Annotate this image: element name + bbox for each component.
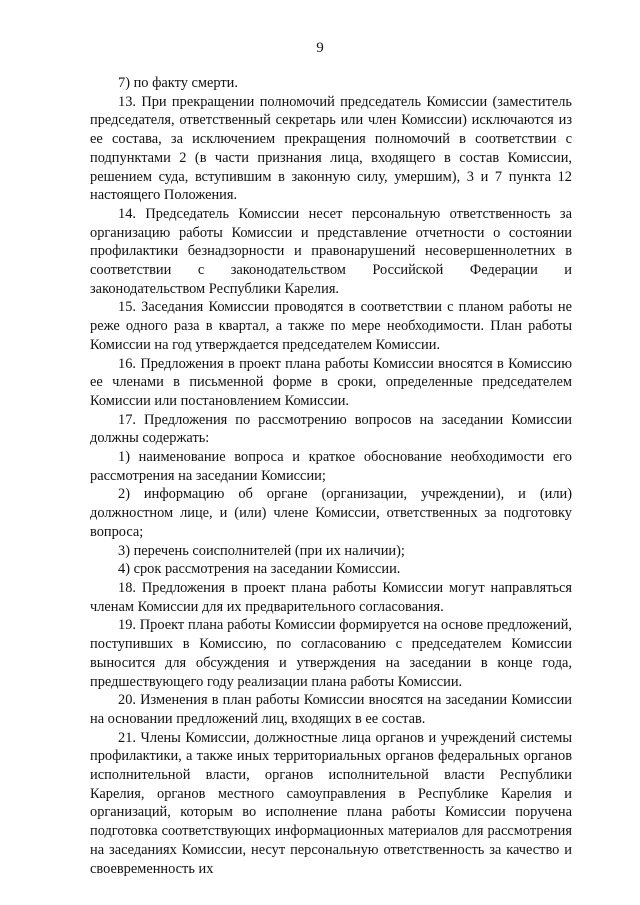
- page-number: 9: [316, 40, 324, 56]
- paragraph-item-7: 7) по факту смерти.: [118, 75, 238, 91]
- paragraph-20: 20. Изменения в план работы Комиссии вносятся на заседании Комиссии на основании предложений лиц, входящих в ее состав.: [90, 692, 572, 727]
- document-body: [90, 74, 572, 878]
- paragraph-18: 18. Предложения в проект плана работы Комиссии могут направляться членам Комиссии для их предварительного согласования.: [90, 579, 572, 615]
- paragraph-21: 21. Члены Комиссии, должностные лица органов и учреждений системы профилактики, а также иных территориальных органов федеральных органов исполнительной власти, органов исполнительной власти Республики Карелия, органов местного самоуправления в Республике Карелия и организаций, которым во исполнение плана работы Комиссии поручена подготовка соответствующих информационных материалов для рассмотрения на заседаниях Комиссии, несут персональную ответственность за качество и своевременность их: [90, 729, 572, 877]
- paragraph-14: 14. Председатель Комиссии несет персональную ответственность за организацию работы Комиссии и представление отчетности о состоянии профилактики безнадзорности и правонарушений несовершеннолетних в соответствии с законодательством Российской Федерации и законодательством Республики Карелия.: [90, 205, 572, 297]
- paragraph-13: 13. При прекращении полномочий председатель Комиссии (заместитель председателя, ответственный секретарь или член Комиссии) исключаются из ее состава, за исключением прекращения полномочий в соответствии с подпунктами 2 (в части признания лица, входящего в состав Комиссии, решением суда, вступившим в законную силу, умершим), 3 и 7 пункта 12 настоящего Положения.: [90, 93, 572, 204]
- paragraph-16: 16. Предложения в проект плана работы Комиссии вносятся в Комиссию ее членами в письменной форме в сроки, определенные председателем Комиссии или постановлением Комиссии.: [90, 355, 572, 409]
- paragraph-19: 19. Проект плана работы Комиссии формируется на основе предложений, поступивших в Комиссию, по согласованию с председателем Комиссии выносится для обсуждения и утверждения на заседании в конце года, предшествующего году реализации плана работы Комиссии.: [90, 617, 572, 690]
- paragraph-17-item-4: 4) срок рассмотрения на заседании Комиссии.: [118, 561, 401, 578]
- paragraph-15: 15. Заседания Комиссии проводятся в соответствии с планом работы не реже одного раза в квартал, а также по мере необходимости. План работы Комиссии на год утверждается председателем Комиссии.: [90, 299, 572, 353]
- paragraph-17-item-2: 2) информацию об органе (организации, учреждении), и (или) должностном лице, и (или) члене Комиссии, ответственных за подготовку вопроса;: [90, 486, 572, 540]
- paragraph-17-item-3: 3) перечень соисполнителей (при их наличии);: [118, 542, 405, 559]
- paragraph-17-item-1: 1) наименование вопроса и краткое обоснование необходимости его рассмотрения на заседании Комиссии;: [90, 449, 572, 484]
- paragraph-17: 17. Предложения по рассмотрению вопросов на заседании Комиссии должны содержать:: [90, 411, 572, 447]
